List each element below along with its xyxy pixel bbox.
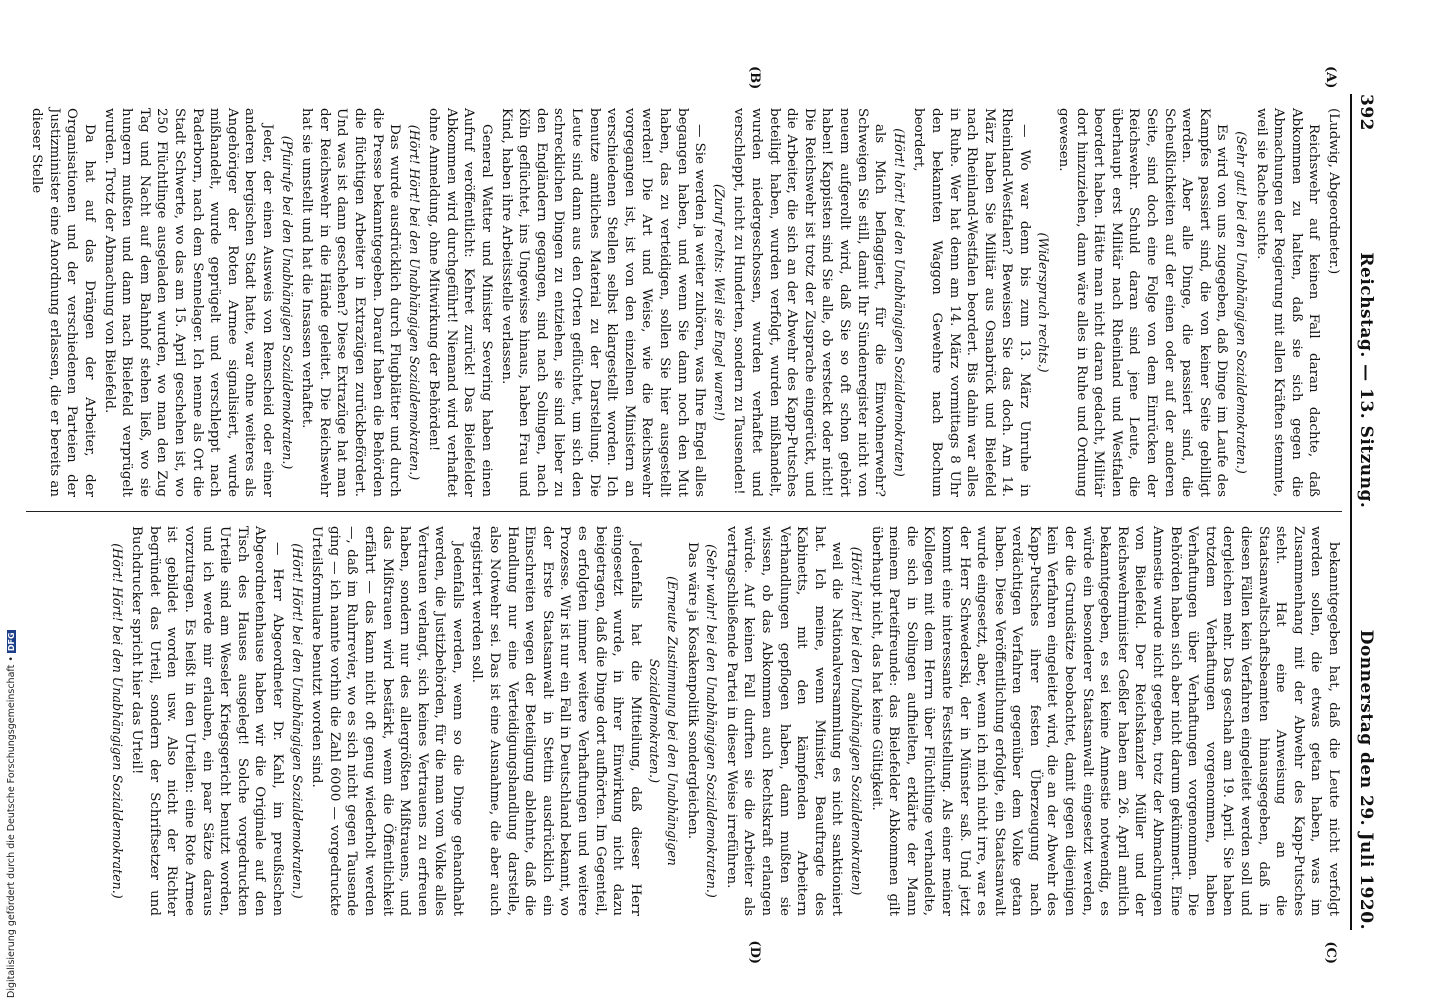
paragraph: — Herr Abgeordneter Dr. Kahl, im preußischen Abgeordnetenhause haben wir die Originale auf den Tisch des Hauses ausgelegt! Solche vorgedruckten Urteile sind am Weseler Kriegsgericht benutzt worden, und ich werde mir erlauben, ein paar Sätze daraus vorzutragen. Es heißt in den Urteilen: eine Rote Armee ist gebildet worden usw. Also nicht der Richter begründet das Urteil, sondern der Schriftsetzer und Buchdrucker spricht hier das Urteil! <box>129 526 285 916</box>
margin-marker-b: (B) <box>747 66 762 90</box>
paragraph: Jedenfalls werden, wenn so die Dinge gehandhabt werden, die Justizbehörden, für die man vom Volke alles Vertrauen verlangt, sich keines Vertrauens zu erfreuen haben, sondern nur des allergrößten Mißtrauens, und das Mißtrauen wird bestärkt, wenn die Öffentlichkeit erfährt — das kann nicht oft genug wiederholt werden —, daß im Ruhrrevier, wo es sich nicht gegen Tausende ging — ich nannte vorhin die Zahl 6000 — vorgedruckte Urteilsformulare benutzt worden sind. <box>309 526 465 916</box>
interjection: (Widerspruch rechts.) <box>1036 232 1052 373</box>
page-number: 392 <box>1356 94 1376 131</box>
paragraph: Das wäre ja Kosakenpolitik sondergleichen. <box>684 542 700 840</box>
dfg-logo: DFG <box>7 632 16 652</box>
interjection: (Hört! Hört! bei den Unabhängigen Sozialdemokraten.) <box>289 543 305 899</box>
header-date: Donnerstag den 29. Juli 1920. <box>1356 629 1376 930</box>
paragraph: General Watter und Minister Severing haben einen Aufruf veröffentlicht: Kehret zurück! Das Bielefelder Abkommen wird durchgeführt! Niemand wird verhaftet ohne Anmeldung, ohne Mitwirkung der Behörden! <box>426 108 495 497</box>
left-column <box>26 94 1342 512</box>
paragraph: Da hat auf das Drängen der Arbeiter, der Organisationen und der verschiedenen Parteien der Justizminister eine Anordnung erlassen, die er bereits an dieser Stelle <box>29 108 98 497</box>
paragraph: als Mich beflaggiert, für die Einwohnerwehr? Schweigen Sie still, damit Ihr Sündenregister nicht von neuem aufgerollt wird, daß Sie so oft schon gehört haben! Kappisten sind Sie alle, ob versteckt oder nicht! Die Reichswehr ist trotz der Zusprache eingerückt, und die Arbeiter, die sich an der Abwehr des Kapp-Putsches beteiligt haben, wurden verfolgt, wurden mißhandelt, wurden niedergeschossen, wurden verhaftet und verschleppt, nicht zu Hunderten, sondern zu Tausenden! <box>731 108 888 497</box>
interjection: (Hört! hört! bei den Unabhängigen Sozialdemokraten) <box>848 546 864 896</box>
paragraph: bekanntgegeben hat, daß die Leute nicht verfolgt werden sollen, die etwas getan haben, was im Zusammenhang mit der Abwehr des Kapp-Putsches steht. Hat eine Anweisung an die Staatsanwaltschaftsbeamten hinausgegeben, daß in diesen Fällen kein Verfahren eingeleitet werden soll und dergleichen mehr. Das geschah am 19. April. Sie haben trotzdem Verhaftungen vorgenommen, haben Verhaftungen über Verhaftungen vorgenommen. Die Behörden haben sich aber nicht darum gekümmert. Eine Amnestie wurde nicht gegeben, trotz der Abmachungen von Bielefeld. Der Reichskanzler Müller und der Reichswehrminister Geßler haben am 26. April amtlich bekanntgegeben, es sei keine Amnestie notwendig, es würde ein besonderer Staatsanwalt eingesetzt werden, der die Grundsätze beobachtet, damit gegen diejenigen kein Verfahren eingeleitet wird, die an der Abwehr des Kapp-Putsches ihrer festen Überzeugung nach verdächtigen Verfahren gegenüber dem Volke getan haben. Diese Veröffentlichung erfolgte, ein Staatsanwalt wurde eingesetzt, aber, wenn ich mich nicht irre, war es der Herr Schwederski, der in Münster saß. Und jetzt kommt eine interessante Feststellung. Als einer meiner Kollegen mit dem Herrn über Flüchtlinge verhandelte, die sich in Solingen aufhielten, erklärte der Mann meinem Parteifreunde: das Bielefelder Abkommen gilt überhaupt nicht, das hat keine Gültigkeit. <box>868 526 1341 916</box>
interjection: (Zuruf rechts: Weil sie Engel waren!) <box>711 183 727 422</box>
paragraph: Das wurde ausdrücklich durch Flugblätter und durch die Presse bekanntgegeben. Darauf haben die Behörden die flüchtigen Arbeiter in Extrazügen zurückbefördert. Und was ist dann geschehen? Diese Extrazüge hat man der Reichswehr in die Hände geleitet. Die Reichswehr hat sie umstellt und hat die Insassen verhaftet. <box>299 108 403 497</box>
interjection: (Hört! Hört! bei den Unabhängigen Sozialdemokraten.) <box>109 543 125 899</box>
header-title: Reichstag. — 13. Sitzung. <box>1356 252 1376 509</box>
paragraph: weil die Nationalversammlung es nicht sanktioniert hat. Ich meine, wenn Minister, Beauftragte des Kabinetts, mit den kämpfenden Arbeitern Verhandlungen gepflogen haben, dann mußten sie wissen, ob das Abkommen auch Rechtskraft erlangen würde. Auf keinen Fall durften sie die Arbeiter als vertragschließende Partei in dieser Weise irreführen. <box>723 526 845 916</box>
interjection: (Hört! Hört! bei den Unabhängigen Sozialdemokraten.) <box>406 124 422 481</box>
interjection: (Pfuirufe bei den Unabhängigen Sozialdemokraten.) <box>279 135 295 470</box>
margin-marker-c: (C) <box>1323 941 1338 964</box>
interjection: (Sehr wahr! bei den Unabhängigen Sozialdemokraten.) <box>704 544 720 898</box>
running-header <box>1350 94 1376 930</box>
paragraph: Jeder, der einen Ausweis von Remscheid oder einer anderen bergischen Stadt hatte, war ohne weiteres als Angehöriger der Roten Armee signalisiert, wurde mißhandelt, wurde geprügelt und verschleppt nach Paderborn, nach dem Sennelager. Ich nenne als Ort die Stadt Schwerte, wo das am 15. April geschehen ist, wo 250 Flüchtlinge ausgeladen wurden, wo man den Zug Tag und Nacht auf dem Bahnhof stehen ließ, wo sie hungern mußten und dann nach Bielefeld verprügelt wurden. Trotz der Abmachung von Bielefeld. <box>101 108 275 497</box>
interjection: (Erneute Zustimmung bei den Unabhängigen Sozialdemokraten.) <box>647 576 681 866</box>
paragraph: Reichswehr auf keinen Fall daran dachte, daß Abkommen zu halten, daß sie sich gegen die Abmachungen der Regierung mit allen Kräften stemmte, weil sie Rache suchte. <box>1253 108 1322 497</box>
paragraph: — Wo war denn bis zum 13. März Unruhe in Rheinland-Westfalen? Beweisen Sie das doch. Am 14. März haben Sie Militär aus Osnabrück und Bielefeld nach Rheinland-Westfalen beordert. Bis dahin war alles in Ruhe. Wer hat denn am 14. März vormittags 8 Uhr den bekannten Waggon Gewehre nach Bochum beordert, <box>911 108 1032 497</box>
interjection: (Hört! hört! bei den Unabhängigen Sozialdemokraten) <box>891 128 907 477</box>
paragraph: Jedenfalls hat die Mitteilung, daß dieser Herr eingesetzt wurde, in ihrer Einwirkung nicht dazu beigetragen, daß die Dinge dort aufhörten. Im Gegenteil, es erfolgten immer weitere Verhaftungen und weitere Prozesse. Wir ist nur ein Fall in Deutschland bekannt, wo der Erste Staatsanwalt in Stettin ausdrücklich ein Einschreiten wegen der Beteiligung ablehnte, daß die Handlung nur eine Verteidigungshandlung darstelle, also Notwehr sei. Das ist eine Ausnahme, die aber auch registriert werden soll. <box>469 526 643 916</box>
digitization-footer <box>6 608 18 998</box>
right-column <box>26 512 1342 930</box>
margin-marker-a: (A) <box>1323 66 1338 89</box>
paragraph: Es wird von uns zugegeben, daß Dinge im Laufe des Kampfes passiert sind, die von keiner Seite gebilligt werden. Aber alle Dinge, die passiert sind, die Scheußlichkeiten auf der einen oder auf der anderen Seite, sind doch eine Folge von dem Einrücken der Reichswehr. Schuld daran sind jene Leute, die überhaupt erst Militär nach Rheinland und Westfalen beordert haben. Hätte man nicht daran gedacht, Militär dort hinzuziehen, dann wäre alles in Ruhe und Ordnung gewesen. <box>1056 108 1230 497</box>
footer-text: Digitalisierung gefördert durch die Deutsche Forschungsgemeinschaft • <box>6 656 17 998</box>
text-columns <box>26 66 1342 964</box>
interjection: (Sehr gut! bei den Unabhängigen Sozialdemokraten.) <box>1234 131 1250 474</box>
margin-marker-d: (D) <box>747 940 762 964</box>
paragraph: — Sie werden ja weiter zuhören, was Ihre Engel alles begangen haben, und wenn Sie dann noch den Mut haben, das zu verteidigen, sollen Sie hier ausgestellt werden! Die Art und Weise, wie die Reichswehr vorgegangen ist, ist von den einzelnen Ministern an verschiedenen Stellen selbst klargestellt worden. Ich benutze amtliches Material zu der Darstellung. Die Leute sind dann aus den Orten geflüchtet, um sich den schrecklichen Dingen zu entziehen, sie sind lieber zu den Engländern gegangen, sind nach Solingen, nach Köln geflüchtet, ins Ungewisse hinaus, haben Frau und Kind, haben ihre Arbeitsstelle verlassen. <box>498 108 708 497</box>
paragraph: (Ludwig, Abgeordneter.) <box>1326 108 1341 275</box>
